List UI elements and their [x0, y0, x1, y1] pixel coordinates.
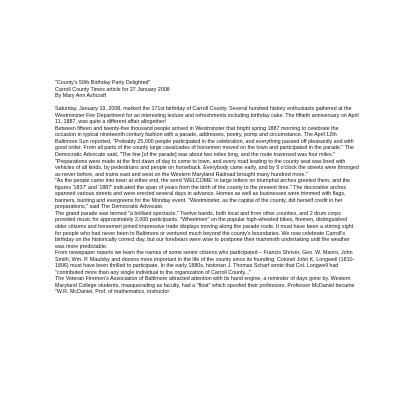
paragraph-citizens: From newspaper reports we learn the names of some senior citizens who participated – Francis Shriver, Geo. W. Manro, John Smith, Wm. P. Maulsby and dozens more important in the life of the county since its founding. Colonel John K. Longwell (1810-1896) must have been thrilled to participate. In the early 1880s, historian J. Thomas Scharf wrote that Col. Longwell had "contributed more than any single individual to the organization of Carroll County...": [55, 250, 355, 276]
paragraph-parade: The grand parade was termed "a brilliant spectacle." Twelve bands, both local and from other counties, and 2 drum corps provided music for approximately 2,000 participants. "Wheelmen" on the popular high-wheeled bikes, firemen, distinguished older citizens and horsemen joined impressive trade displays moving along the parade route. It must have been a stirring sight for people who had never been to Baltimore or ventured much beyond the county's boundaries. We now celebrate Carroll's birthday on the historically correct day, but our forebears were wise to postpone their mammoth undertaking until the weather was more predictable.: [55, 210, 354, 250]
article-byline: By Mary Ann Ashcraft: [55, 93, 107, 100]
paragraph-crowd: Between fifteen and twenty-five thousand people arrived in Westminster that bright spring 1887 morning to celebrate the occasion in typical nineteenth century fashion with a parade, addresses, poetry, pomp and circumstance. The April 12th Baltimore Sun reported, "Probably 25,000 people participated in the celebration, and everything passed off pleasantly and with good order. From all parts of the county large cavalcades of horsemen moved on the town and participated in the parade." The Democratic Advocate said, "The line [of the parade] was about two miles long, and the route traversed was four miles." "Preparations were made at the first dawn of day to come to town, and every road leading to the county seat was lined with vehicles of all kinds, by pedestrians and people on horseback. Everybody came early, and by 9 o'clock the streets were thronged as never before, and trains east and west on the Western Maryland Railroad brought many hundred more.": [55, 125, 359, 178]
paragraph-arches: "As the people came into town at either end, the word 'WELCOME' in large letters on triumphal arches greeted them, and the figures '1837' and '1887' indicated the span of years from the birth of the county to the present time." The decorative arches spanned various streets and were erected several days in advance. Homes as well as businesses were trimmed with flags, banners, bunting and evergreens for the Monday event. "Westminster, as the capital of the county, did herself credit in her preparations," said The Democratic Advocate.: [55, 178, 351, 211]
article-header: [55, 80, 360, 100]
article-title: "County's 50th Birthday Party Delighted": [55, 80, 151, 86]
article-source: Carroll County Times article for 27 January 2008: [55, 86, 170, 93]
paragraph-firemen: The Veteran Firemen's Association of Baltimore attracted attention with its hand engine, a reminder of days gone by. Western Maryland College students, masquerading as faculty, had a "float" which spoofed their professors. Professor McDaniel became "W.R. McDaniel, Prof. of mathematics, instructor: [55, 276, 355, 296]
article-body: [55, 80, 360, 296]
paragraph-intro: Saturday, January 19, 2008, marked the 171st birthday of Carroll County. Several hundred history enthusiasts gathered at the Westminster Fire Department for an interesting lecture and refreshments including birthday cake. The fiftieth anniversary on April 11, 1887, was quite a different affair altogether!: [55, 106, 359, 126]
